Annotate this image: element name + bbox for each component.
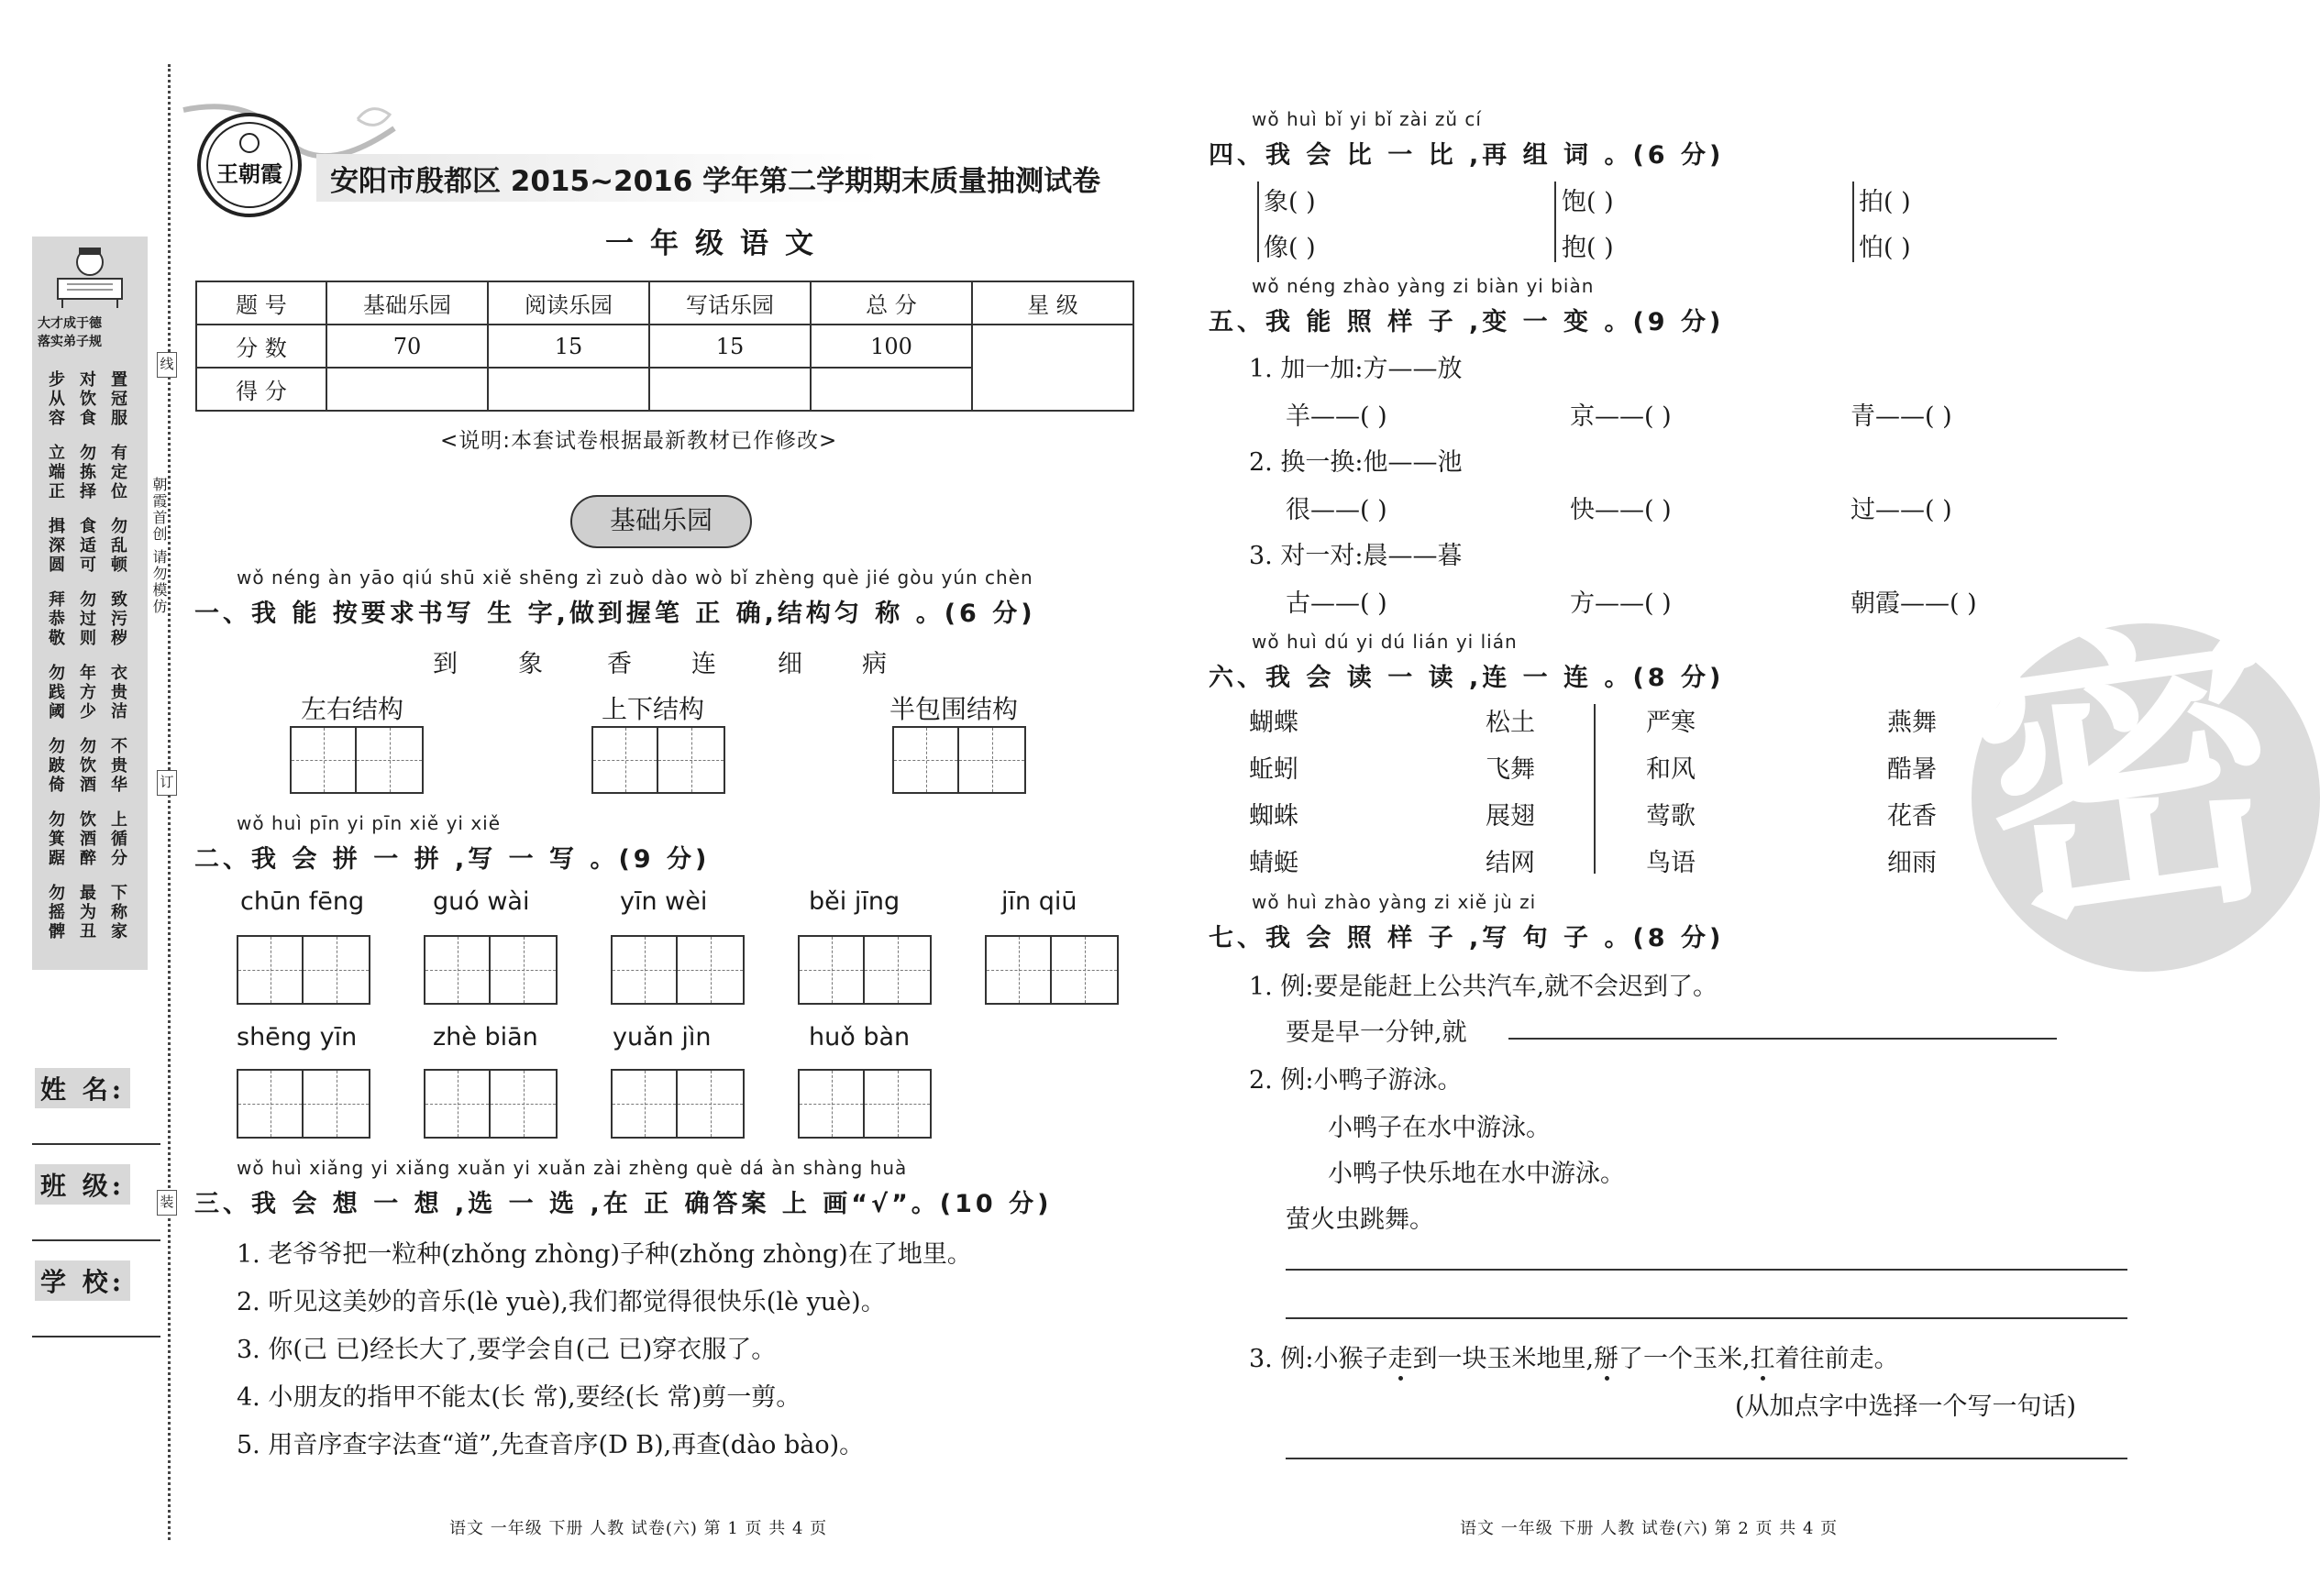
q6-word[interactable]: 蝴蝶 [1249,709,1298,737]
q6-divider [1594,704,1596,874]
score-cell: 得 分 [196,368,326,411]
logo-text: 王朝霞 [216,160,282,187]
q5-blank[interactable]: 古——( ) [1286,589,1387,618]
fold-line [168,64,171,1540]
q3-item[interactable]: 3. 你(己 已)经长大了,要学会自(己 已)穿衣服了。 [237,1336,777,1364]
q5-rule: 3. 对一对:晨——暮 [1249,542,1463,570]
motto-top-2: 落实弟子规 [38,335,102,349]
q5-blank[interactable]: 快——( ) [1570,496,1672,524]
motto-column: 衣贵洁 [111,664,127,721]
q4-bracket [1554,182,1556,262]
q7-ex3-text: 了一个玉米, [1618,1345,1751,1373]
writing-grid[interactable] [798,1069,932,1139]
writing-grid[interactable] [985,935,1119,1005]
q6-word[interactable]: 飞舞 [1486,755,1535,784]
answer-line[interactable] [1286,1269,2127,1271]
q7-ex3-dotted: 扛 [1750,1345,1775,1373]
score-header: 星 级 [972,281,1133,325]
q5-blank[interactable]: 方——( ) [1570,589,1672,618]
writing-grid[interactable] [591,726,725,794]
earned-input[interactable] [488,368,649,411]
motto-column: 步从容 [49,370,65,428]
q1-char: 连 [691,650,716,678]
score-cell: 70 [326,325,488,368]
q5-rule: 2. 换一换:他——池 [1249,448,1463,477]
q7-ex3-dotted: 掰 [1594,1345,1619,1373]
q7-title: 七、我 会 照 样 子 ,写 句 子 。(8 分) [1209,924,1725,952]
score-header: 总 分 [811,281,972,325]
writing-grid[interactable] [424,935,558,1005]
q5-blank[interactable]: 很——( ) [1286,496,1387,524]
q2-pinyin-word: yuǎn jìn [613,1023,712,1051]
q4-word[interactable]: 象( ) [1264,188,1316,216]
motto-column: 致污秽 [111,590,127,648]
q6-word[interactable]: 严寒 [1646,709,1696,737]
q6-word[interactable]: 燕舞 [1887,709,1937,737]
q3-item[interactable]: 1. 老爷爷把一粒种(zhǒng zhòng)子种(zhǒng zhòng)在了地里。 [237,1240,972,1269]
q2-pinyin-word: jīn qiū [1001,887,1077,916]
writing-grid[interactable] [290,726,424,794]
q7-prompt-1: 要是早一分钟,就 [1286,1018,1467,1047]
motto-column: 勿践阈 [49,664,65,721]
writing-grid[interactable] [424,1069,558,1139]
school-field[interactable] [32,1336,160,1337]
q1-char: 病 [862,650,887,678]
motto-column: 勿饮酒 [80,737,96,795]
q1-char: 细 [778,650,802,678]
q5-blank[interactable]: 京——( ) [1570,402,1672,431]
q1-title: 一、我 能 按要求书写 生 字,做到握笔 正 确,结构匀 称 。(6 分) [194,600,1036,628]
q3-item[interactable]: 5. 用音序查字法查“道”,先查音序(D B),再查(dào bào)。 [237,1431,865,1459]
star-rating-cell[interactable] [972,325,1133,411]
earned-input[interactable] [649,368,811,411]
earned-input[interactable] [811,368,972,411]
q2-pinyin-word: shēng yīn [237,1023,358,1051]
exam-note: <说明:本套试卷根据最新教材已作修改> [440,429,838,453]
q7-ex3-text: 到一块玉米地里, [1412,1345,1595,1373]
q4-title: 四、我 会 比 一 比 ,再 组 词 。(6 分) [1209,141,1725,170]
q7-pinyin: wǒ huì zhào yàng zi xiě jù zi [1252,891,1537,913]
motto-column: 置冠服 [111,370,127,428]
score-cell: 15 [488,325,649,368]
q2-pinyin-word: yīn wèi [620,887,708,916]
q6-word[interactable]: 鸟语 [1646,849,1696,877]
q6-word[interactable]: 和风 [1646,755,1696,784]
motto-top-1: 大才成于德 [38,316,102,331]
writing-grid[interactable] [892,726,1026,794]
q2-pinyin-word: huǒ bàn [809,1023,911,1051]
q4-word[interactable]: 像( ) [1264,234,1316,262]
motto-column: 上循分 [111,810,127,868]
writing-grid[interactable] [798,935,932,1005]
motto-column: 勿箕踞 [49,810,65,868]
q5-blank[interactable]: 朝霞——( ) [1850,589,1977,618]
answer-line[interactable] [1508,1038,2057,1040]
q3-pinyin: wǒ huì xiǎng yi xiǎng xuǎn yi xuǎn zài zhèng què dá àn shàng huà [237,1157,908,1179]
motto-column: 下称家 [111,884,127,941]
q3-item[interactable]: 2. 听见这美妙的音乐(lè yuè),我们都觉得很快乐(lè yuè)。 [237,1288,886,1316]
seal-line: 线 [157,352,177,378]
q1-structure: 半包围结构 [889,694,1019,724]
q7-hint: (从加点字中选择一个写一句话) [1735,1392,2077,1421]
q3-item[interactable]: 4. 小朋友的指甲不能太(长 常),要经(长 常)剪一剪。 [237,1383,801,1412]
q4-pinyin: wǒ huì bǐ yi bǐ zài zǔ cí [1252,108,1482,130]
score-header-row [196,281,1133,325]
q7-example-2-line: 小鸭子在水中游泳。 [1328,1114,1551,1142]
motto-column: 有定位 [111,444,127,501]
q1-char: 香 [607,650,632,678]
q6-title: 六、我 会 读 一 读 ,连 一 连 。(8 分) [1209,664,1725,692]
motto-panel [32,237,148,970]
earned-input[interactable] [326,368,488,411]
q7-ex3-dotted: 走 [1387,1345,1413,1373]
q6-word[interactable]: 蜘蛛 [1249,802,1298,831]
q4-word[interactable]: 拍( ) [1859,188,1911,216]
watermark-circle [1955,583,2320,975]
motto-column: 勿跛倚 [49,737,65,795]
name-label: 姓 名: [35,1068,130,1108]
name-field[interactable] [32,1143,160,1145]
page2-footer: 语文 一年级 下册 人教 试卷(六) 第 2 页 共 4 页 [1460,1519,1839,1538]
q1-structure: 上下结构 [602,694,705,724]
q1-pinyin: wǒ néng àn yāo qiú shū xiě shēng zì zuò dào wò bǐ zhèng què jié gòu yún chèn [237,567,1033,589]
motto-column: 不贵华 [111,737,127,795]
page1-footer: 语文 一年级 下册 人教 试卷(六) 第 1 页 共 4 页 [449,1519,828,1538]
q7-example-3 [1249,1338,1899,1374]
motto-column: 饮酒醉 [80,810,96,868]
score-cell: 100 [811,325,972,368]
q7-ex3-text: 3. 例:小猴子 [1249,1345,1388,1373]
q7-prompt-2: 萤火虫跳舞。 [1286,1205,1434,1234]
class-field[interactable] [32,1239,160,1241]
q5-title: 五、我 能 照 样 子 ,变 一 变 。(9 分) [1209,308,1725,336]
motto-column: 勿摇髀 [49,884,65,941]
exam-title: 安阳市殷都区 2015~2016 学年第二学期期末质量抽测试卷 [330,165,1101,198]
q6-word[interactable]: 酷暑 [1887,755,1937,784]
score-cell: 分 数 [196,325,326,368]
score-points-row [196,325,1133,368]
q5-rule: 1. 加一加:方——放 [1249,355,1463,383]
q2-title: 二、我 会 拼 一 拼 ,写 一 写 。(9 分) [194,845,711,874]
class-label: 班 级: [35,1164,130,1205]
q1-char: 象 [518,650,543,678]
q5-pinyin: wǒ néng zhào yàng zi biàn yi biàn [1252,275,1595,297]
q2-pinyin-word: guó wài [433,887,530,916]
brand-logo [194,110,304,220]
motto-column: 勿过则 [80,590,96,648]
seal-bind: 装 [157,1190,177,1216]
score-header: 阅读乐园 [488,281,649,325]
q6-word[interactable]: 展翅 [1486,802,1535,831]
q2-pinyin-word: zhè biān [433,1023,538,1051]
vertical-note: 朝霞首创 请勿模仿 [150,477,168,616]
watermark-glyph: 密 [1955,583,2305,975]
q6-word[interactable]: 松土 [1486,709,1535,737]
score-header: 题 号 [196,281,326,325]
q7-ex3-text: 着往前走。 [1774,1345,1899,1373]
motto-column: 对饮食 [80,370,96,428]
writing-grid[interactable] [611,1069,745,1139]
q6-word[interactable]: 花香 [1887,802,1937,831]
q3-title: 三、我 会 想 一 想 ,选 一 选 ,在 正 确答案 上 画“√”。(10 分) [194,1190,1053,1218]
q1-char: 到 [433,650,458,678]
q4-word[interactable]: 抱( ) [1562,234,1614,262]
motto-column: 最为丑 [80,884,96,941]
q6-pinyin: wǒ huì dú yi dú lián yi lián [1252,631,1518,653]
q4-word[interactable]: 饱( ) [1562,188,1614,216]
score-cell: 15 [649,325,811,368]
q2-pinyin-word: běi jīng [809,887,900,916]
writing-grid[interactable] [237,935,370,1005]
section-label: 基础乐园 [570,495,752,548]
seal-order: 订 [157,770,177,796]
q4-word[interactable]: 怕( ) [1859,234,1911,262]
motto-column: 食适可 [80,517,96,575]
q7-example-1: 1. 例:要是能赶上公共汽车,就不会迟到了。 [1249,973,1718,1001]
motto-column: 年方少 [80,664,96,721]
school-label: 学 校: [35,1260,130,1301]
q5-blank[interactable]: 羊——( ) [1286,402,1387,431]
q1-structure: 左右结构 [301,694,404,724]
motto-column: 立端正 [49,444,65,501]
q7-example-2: 2. 例:小鸭子游泳。 [1249,1066,1463,1095]
q4-bracket [1852,182,1854,262]
q2-pinyin-word: chūn fēng [240,887,365,916]
answer-line[interactable] [1286,1317,2127,1319]
score-header: 写话乐园 [649,281,811,325]
q5-blank[interactable]: 过——( ) [1850,496,1952,524]
q2-pinyin: wǒ huì pīn yi pīn xiě yi xiě [237,812,502,834]
q5-blank[interactable]: 青——( ) [1850,402,1952,431]
motto-column: 拜恭敬 [49,590,65,648]
q4-bracket [1257,182,1259,262]
scholar-figure-icon [49,244,131,310]
motto-column: 勿拣择 [80,444,96,501]
q6-word[interactable]: 细雨 [1887,849,1937,877]
q6-word[interactable]: 蚯蚓 [1249,755,1298,784]
motto-column: 揖深圆 [49,517,65,575]
answer-line[interactable] [1286,1458,2127,1459]
q7-example-2-line: 小鸭子快乐地在水中游泳。 [1328,1160,1625,1188]
writing-grid[interactable] [611,935,745,1005]
exam-subtitle: 一年级语文 [605,227,830,260]
writing-grid[interactable] [237,1069,370,1139]
score-header: 基础乐园 [326,281,488,325]
q6-word[interactable]: 蜻蜓 [1249,849,1298,877]
motto-column: 勿乱顿 [111,517,127,575]
score-table [195,281,1134,412]
q6-word[interactable]: 莺歌 [1646,802,1696,831]
q6-word[interactable]: 结网 [1486,849,1535,877]
